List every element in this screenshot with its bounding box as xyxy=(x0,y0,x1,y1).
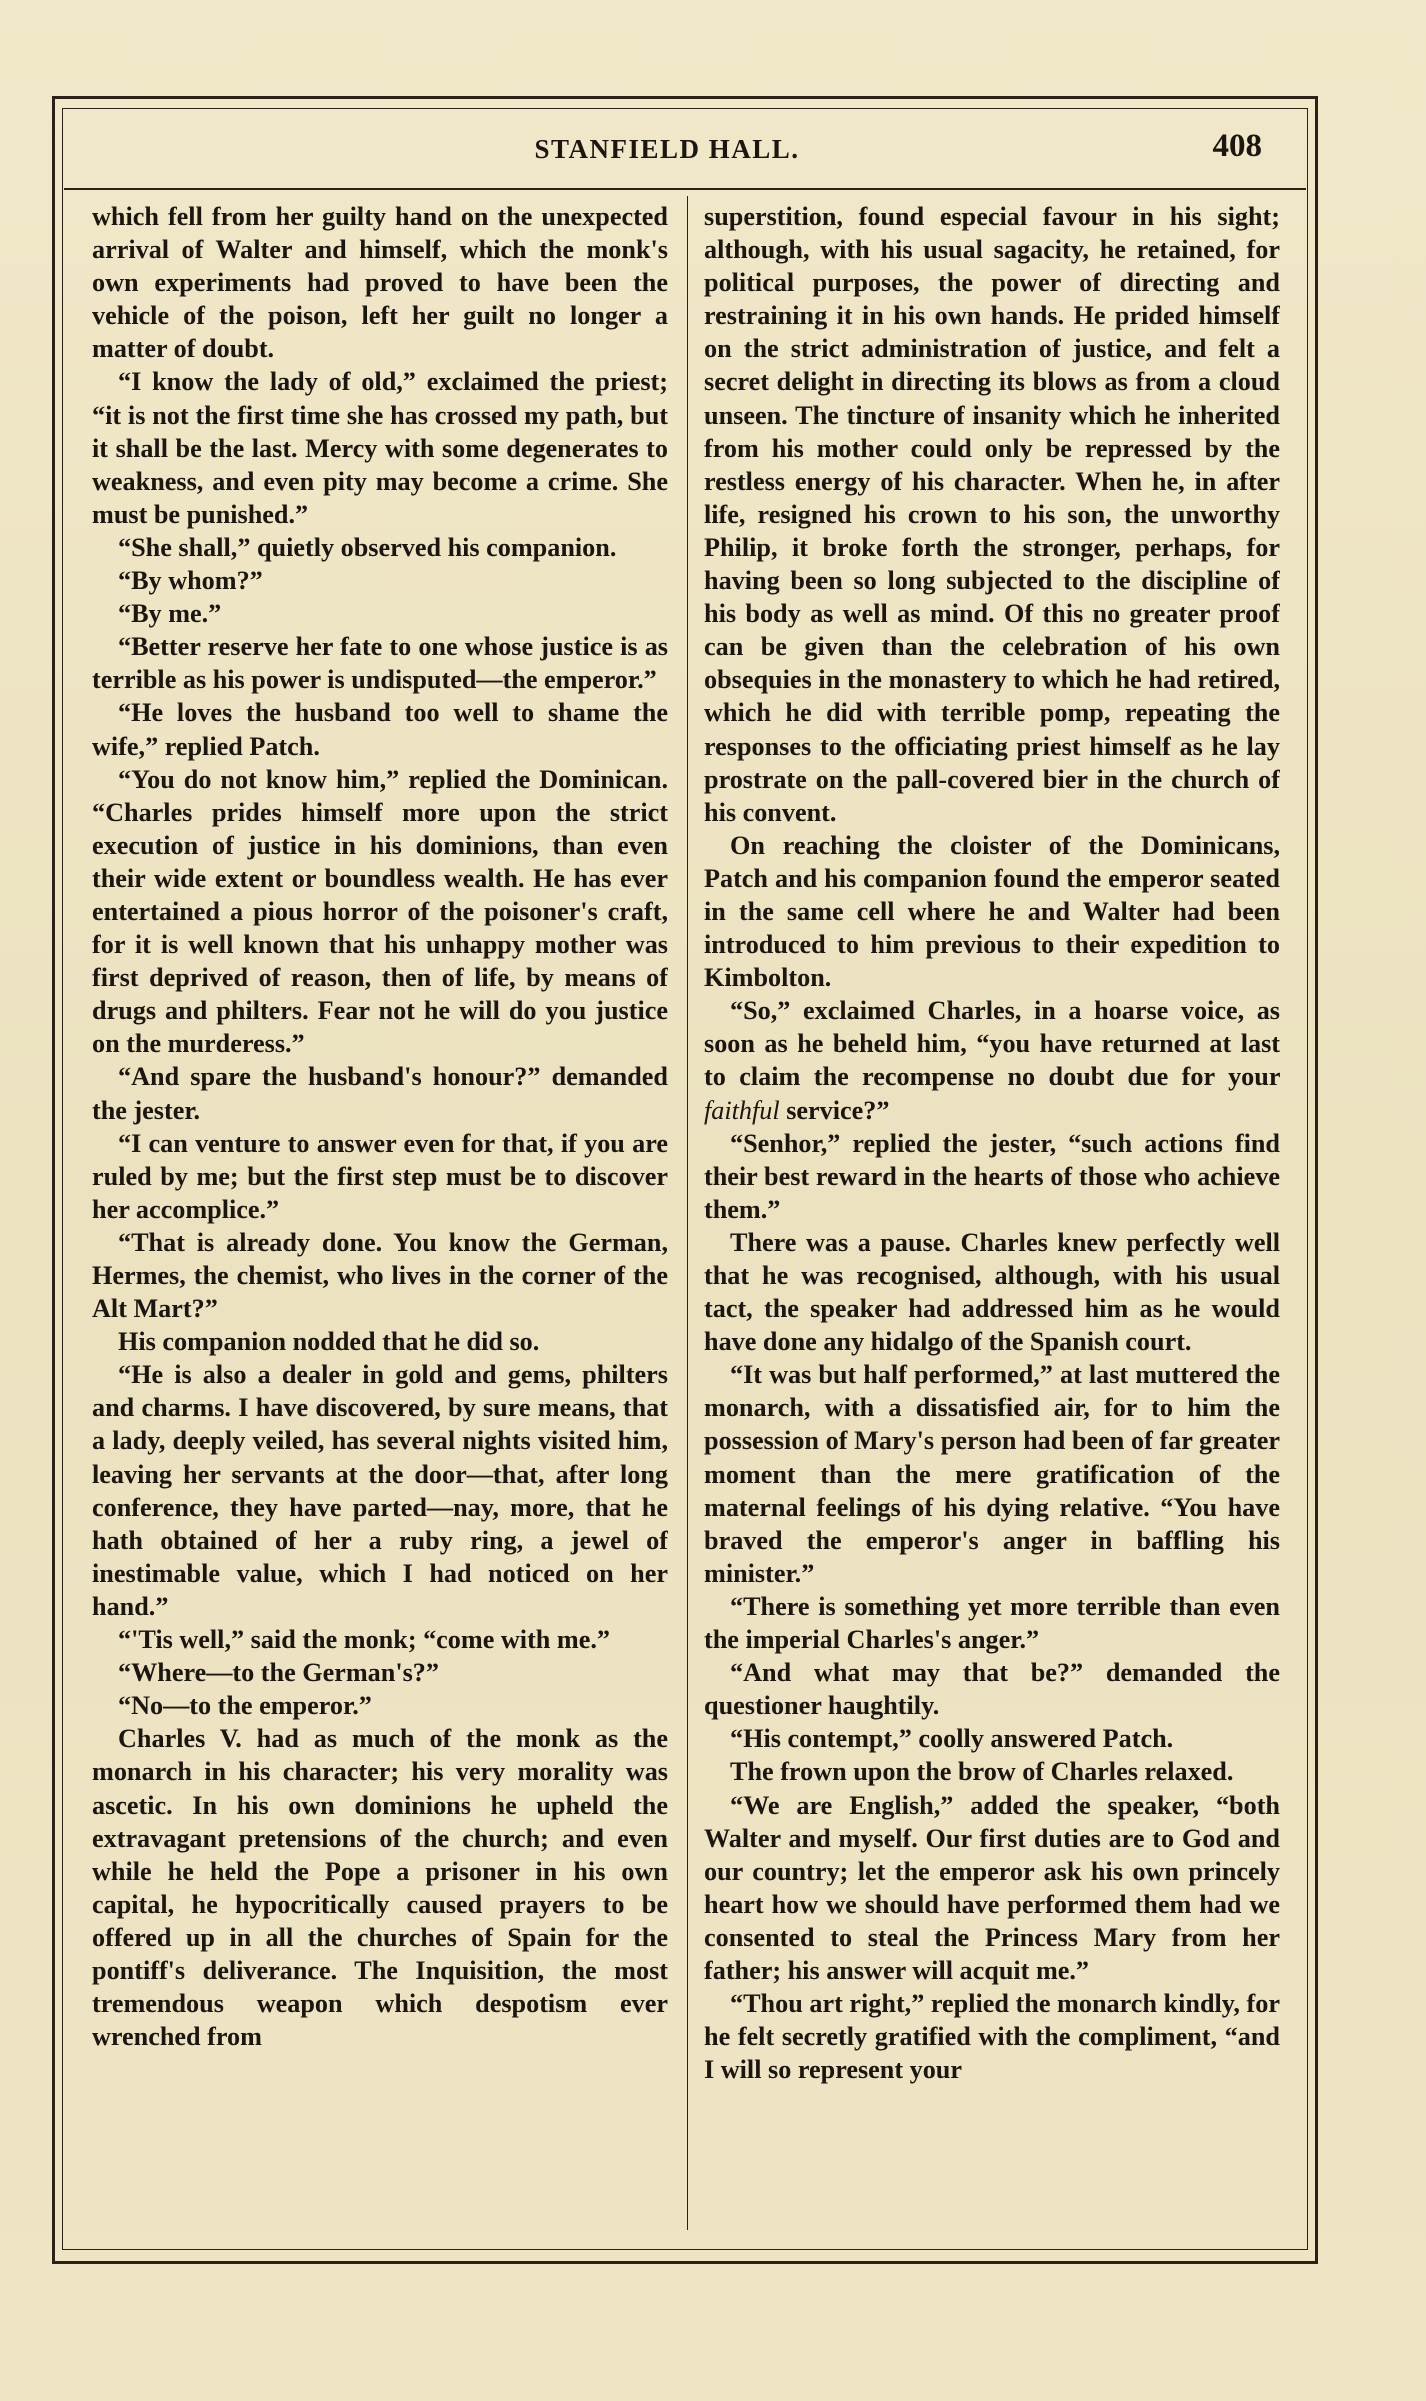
running-title: STANFIELD HALL. xyxy=(534,134,800,164)
paragraph: “That is already done. You know the German, Hermes, the chemist, who lives in the corner of the Alt Mart?” xyxy=(92,1227,668,1324)
paragraph: His companion nodded that he did so. xyxy=(118,1327,540,1357)
paragraph: “I can venture to answer even for that, if you are ruled by me; but the first step must be to discover her accomplice.” xyxy=(92,1128,668,1224)
paragraph-text: “So,” exclaimed Charles, in a hoarse voice, as soon as he beheld him, “you have returned at last to claim the recompense no doubt due for your xyxy=(704,996,1280,1092)
paragraph: “There is something yet more terrible than even the imperial Charles's anger.” xyxy=(704,1591,1280,1655)
paragraph: “And spare the husband's honour?” demanded the jester. xyxy=(92,1062,668,1125)
paragraph: “It was but half performed,” at last muttered the monarch, with a dissatisfied air, for to him the possession of Mary's person had been of far greater moment than the mere gratification of the maternal feelings of his dying relative. “You have braved the emperor's anger in baffling his minister.” xyxy=(704,1360,1280,1588)
paragraph: “He is also a dealer in gold and gems, philters and charms. I have discovered, by sure means, that a lady, deeply veiled, has several nights visited him, leaving her servants at the door—that, after long conference, they have parted—nay, more, that he hath obtained of her a ruby ring, a jewel of inestimable value, which I had noticed on her hand.” xyxy=(92,1360,668,1621)
italic-word: faithful xyxy=(704,1095,780,1125)
paragraph: “'Tis well,” said the monk; “come with me.” xyxy=(118,1625,610,1655)
paragraph: “He loves the husband too well to shame the wife,” replied Patch. xyxy=(92,698,668,761)
paragraph: On reaching the cloister of the Dominicans, Patch and his companion found the emperor seated in the same cell where he and Walter had been introduced to him previous to their expedition to Kimbolton. xyxy=(704,830,1280,993)
paragraph: superstition, found especial favour in his sight; although, with his usual sagacity, he retained, for political purposes, the power of directing and restraining it in his own hands. He prided himself on the strict administration of justice, and felt a secret delight in directing its blows as from a cloud unseen. The tincture of insanity which he inherited from his mother could only be repressed by the restless energy of his character. When he, in after life, resigned his crown to his son, the unworthy Philip, it broke forth the stronger, perhaps, for having been so long subjected to the discipline of his body as well as mind. Of this no greater proof can be given than the celebration of his own obsequies in the monastery to which he had retired, which he did with terrible pomp, repeating the responses to the officiating priest himself as he lay prostrate on the pall-covered bier in the church of his convent. xyxy=(704,202,1280,827)
paragraph: which fell from her guilty hand on the unexpected arrival of Walter and himself, which the monk's own experiments had proved to have been the vehicle of the poison, left her guilt no longer a matter of doubt. xyxy=(92,202,668,364)
paragraph: Charles V. had as much of the monk as the monarch in his character; his very morality was ascetic. In his own dominions he upheld the extravagant pretensions of the church; and even while he held the Pope a prisoner in his own capital, he hypocritically caused prayers to be offered up in all the churches of Spain for the pontiff's deliverance. The Inquisition, the most tremendous weapon which despotism ever wrenched from xyxy=(92,1724,668,2052)
paragraph: “By whom?” xyxy=(118,566,263,596)
right-column xyxy=(704,200,1280,2230)
paragraph-text: service?” xyxy=(786,1095,890,1125)
header-rule xyxy=(64,188,1306,190)
paragraph: “Where—to the German's?” xyxy=(118,1658,439,1688)
paragraph: “You do not know him,” replied the Dominican. “Charles prides himself more upon the strict execution of justice in his dominions, than even their wide extent or boundless wealth. He has ever entertained a pious horror of the poisoner's craft, for it is well known that his unhappy mother was first deprived of reason, then of life, by means of drugs and philters. Fear not he will do you justice on the murderess.” xyxy=(92,764,668,1059)
paragraph: “Senhor,” replied the jester, “such actions find their best reward in the hearts of those who achieve them.” xyxy=(704,1128,1280,1224)
paragraph: “She shall,” quietly observed his companion. xyxy=(118,532,617,562)
paragraph: “No—to the emperor.” xyxy=(118,1691,372,1721)
paragraph: “By me.” xyxy=(118,599,222,629)
paragraph: “His contempt,” coolly answered Patch. xyxy=(730,1724,1174,1754)
paragraph: There was a pause. Charles knew perfectly well that he was recognised, although, with his usual tact, the speaker had addressed him as he would have done any hidalgo of the Spanish court. xyxy=(704,1227,1280,1357)
paragraph: “Better reserve her fate to one whose justice is as terrible as his power is undisputed—the emperor.” xyxy=(92,632,668,695)
paragraph: “We are English,” added the speaker, “both Walter and myself. Our first duties are to God and our country; let the emperor ask his own princely heart how we should have performed them had we consented to steal the Princess Mary from her father; his answer will acquit me.” xyxy=(704,1790,1280,1985)
paragraph: “Thou art right,” replied the monarch kindly, for he felt secretly gratified with the compliment, “and I will so represent your xyxy=(704,1989,1280,2085)
running-head xyxy=(64,126,1270,186)
column-divider xyxy=(687,196,688,2230)
left-column xyxy=(92,200,668,2230)
page-number: 408 xyxy=(1212,128,1262,164)
paragraph: “And what may that be?” demanded the questioner haughtily. xyxy=(704,1658,1280,1721)
paragraph: “I know the lady of old,” exclaimed the priest; “it is not the first time she has crossed my path, but it shall be the last. Mercy with some degenerates to weakness, and even pity may become a crime. She must be punished.” xyxy=(92,367,668,529)
paragraph: The frown upon the brow of Charles relaxed. xyxy=(730,1757,1234,1787)
paragraph xyxy=(704,994,1280,1126)
